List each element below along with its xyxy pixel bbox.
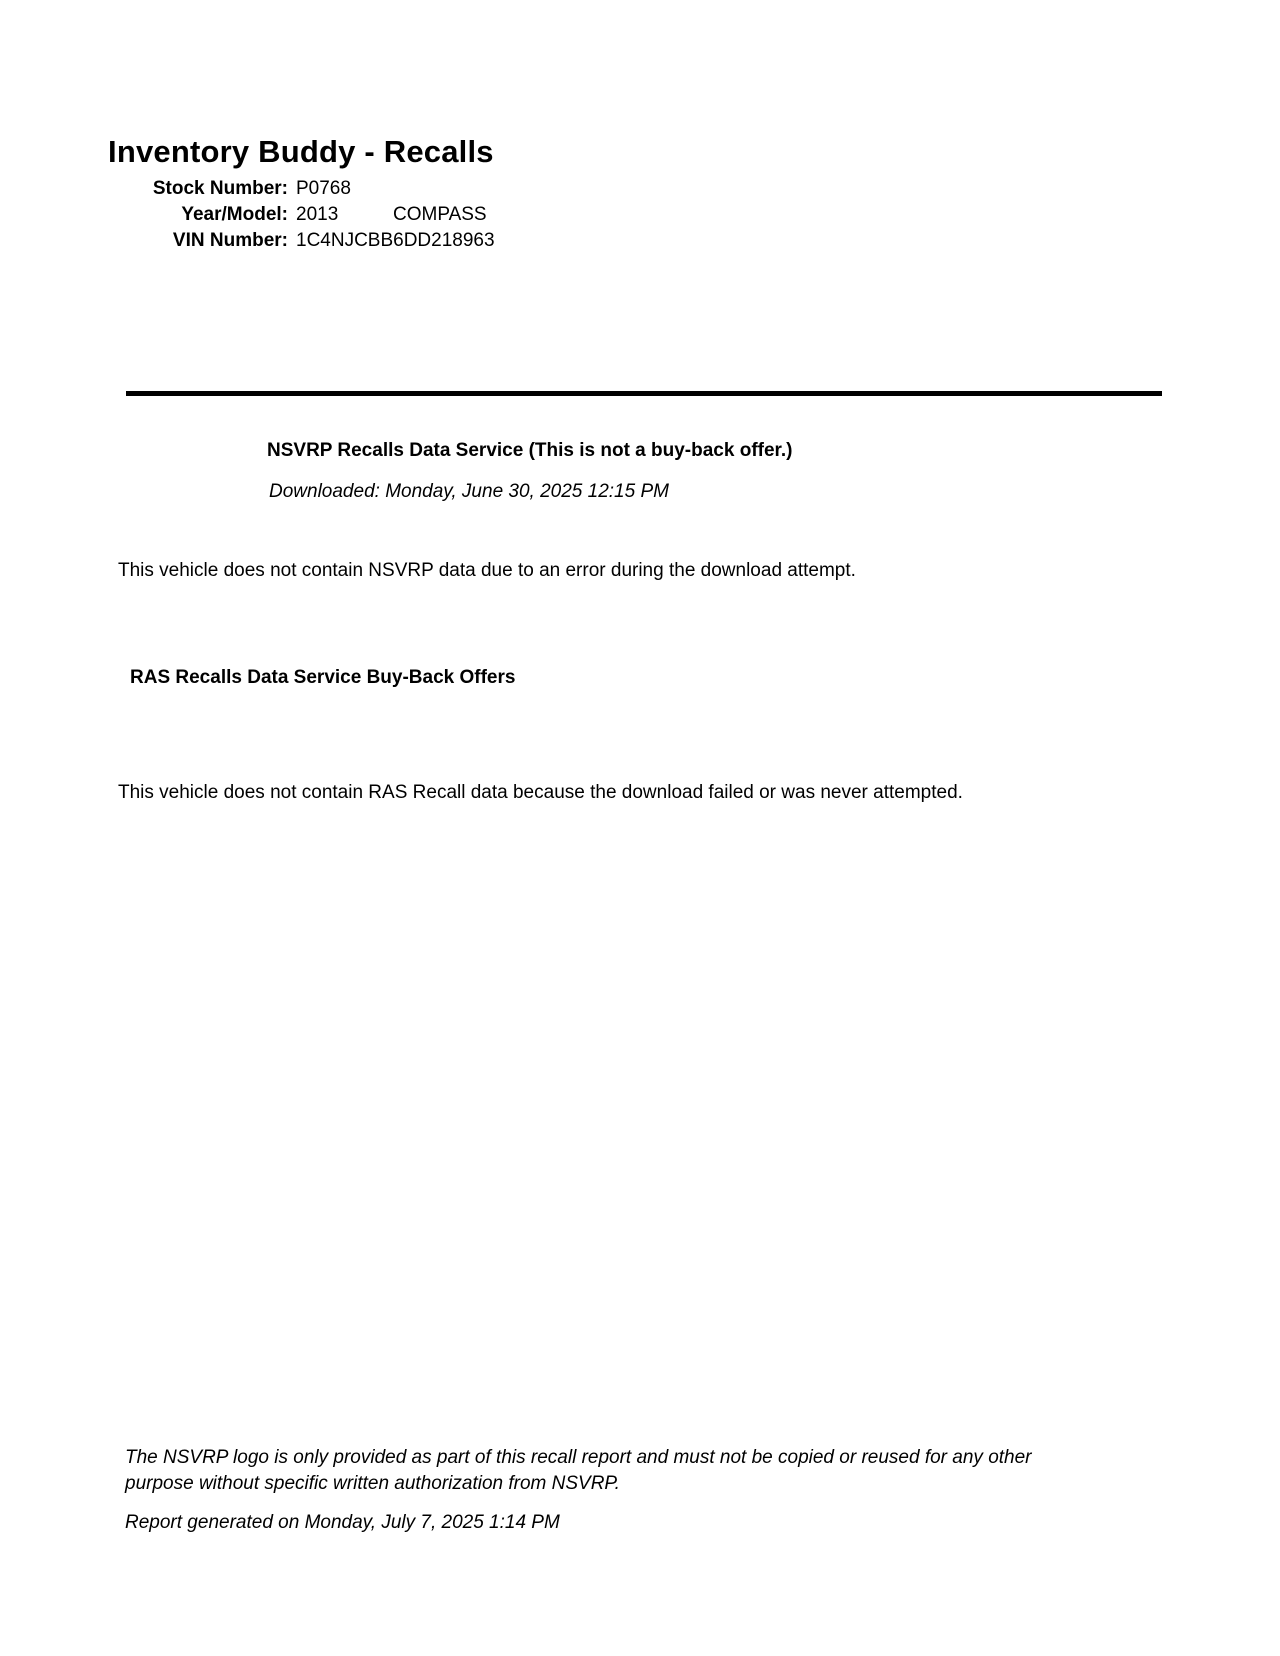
stock-number-value: P0768 <box>296 178 351 199</box>
year-model-label: Year/Model: <box>181 204 288 225</box>
ras-section-heading: RAS Recalls Data Service Buy-Back Offers <box>130 667 516 688</box>
nsvrp-status-message: This vehicle does not contain NSVRP data due to an error during the download attempt. <box>118 560 856 581</box>
nsvrp-downloaded-timestamp: Downloaded: Monday, June 30, 2025 12:15 PM <box>269 481 669 502</box>
year-value: 2013 <box>296 204 339 225</box>
vehicle-info-row-vin <box>0 230 700 254</box>
nsvrp-logo-notice-line2: purpose without specific written authorization from NSVRP. <box>125 1473 620 1494</box>
report-generated-timestamp: Report generated on Monday, July 7, 2025 1:14 PM <box>125 1512 560 1533</box>
vin-number-value: 1C4NJCBB6DD218963 <box>296 230 495 251</box>
vin-number-label: VIN Number: <box>172 230 288 251</box>
vehicle-info-row-year-model <box>0 204 700 228</box>
nsvrp-section-heading: NSVRP Recalls Data Service (This is not a buy-back offer.) <box>267 440 793 461</box>
vehicle-info-row-stock <box>0 178 700 202</box>
horizontal-divider-rule <box>126 391 1162 396</box>
nsvrp-logo-notice <box>125 1445 1032 1497</box>
page-title: Inventory Buddy - Recalls <box>108 134 494 169</box>
model-value: COMPASS <box>393 204 487 225</box>
ras-status-message: This vehicle does not contain RAS Recall data because the download failed or was never attempted. <box>118 782 963 803</box>
nsvrp-logo-notice-line1: The NSVRP logo is only provided as part of this recall report and must not be copied or reused for any other <box>125 1447 1032 1468</box>
stock-number-label: Stock Number: <box>152 178 288 199</box>
